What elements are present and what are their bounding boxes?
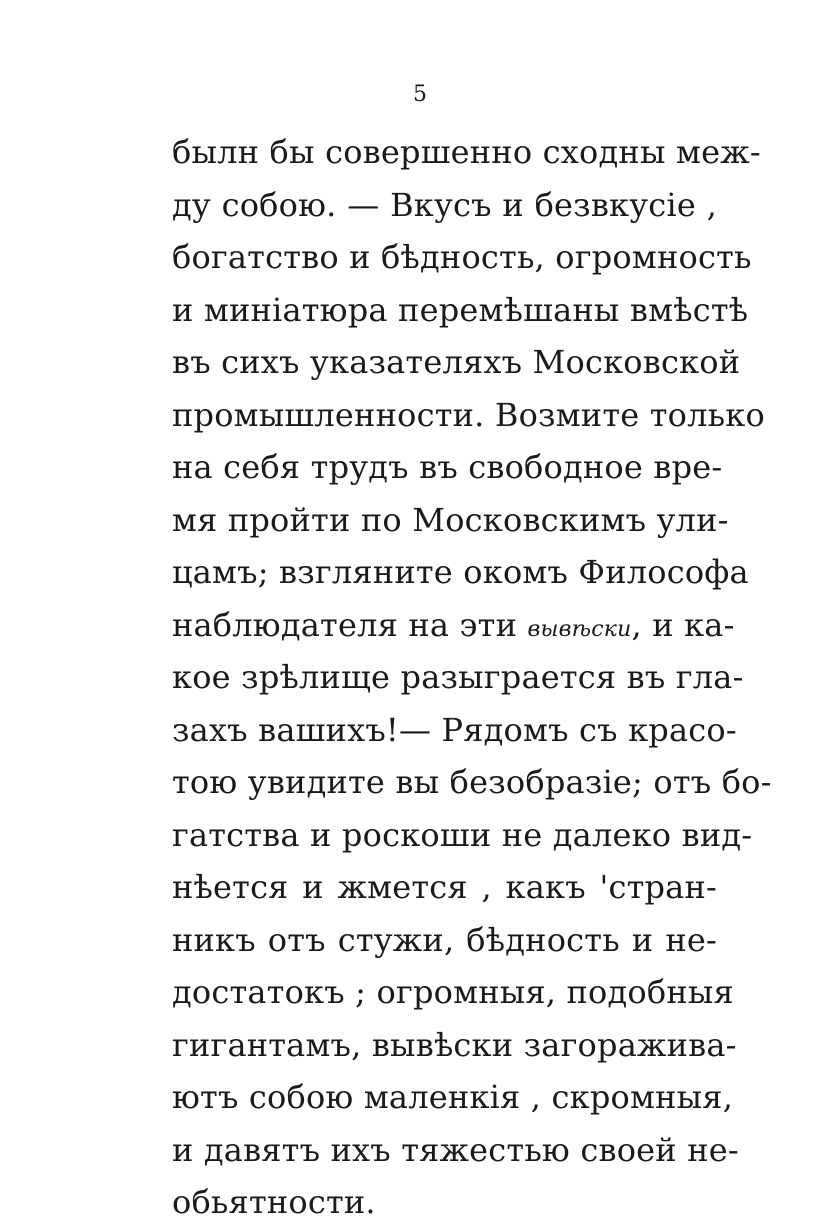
text-line: ду собою. — Вкусъ и безвкусіе , bbox=[172, 185, 717, 224]
italic-word: вывѣски bbox=[527, 616, 632, 642]
body-text bbox=[172, 126, 772, 1229]
text-line-last: обьятности. bbox=[172, 1183, 376, 1221]
text-line: промышленности. Возмите только bbox=[172, 395, 765, 434]
text-line: захъ вашихъ!— Рядомъ съ красо- bbox=[172, 710, 737, 749]
text-line: былн бы совершенно сходны меж- bbox=[172, 133, 761, 171]
text-line: ютъ собою маленкія , скромныя, bbox=[172, 1078, 734, 1116]
text-line: богатство и бѣдность, огромность bbox=[172, 238, 752, 276]
text-line: гатства и роскоши не далеко вид- bbox=[172, 815, 753, 854]
page-number: 5 bbox=[413, 82, 427, 107]
text-line: и давятъ ихъ тяжестью своей не- bbox=[172, 1130, 739, 1169]
text-line: кое зрѣлище разыграется въ гла- bbox=[172, 658, 744, 696]
text-line: никъ отъ стужи, бѣдность и не- bbox=[172, 920, 717, 959]
text-line: на себя трудъ въ свободное вре- bbox=[172, 448, 723, 486]
text-line: цамъ; взгляните окомъ Философа bbox=[172, 553, 749, 591]
text-line: въ сихъ указателяхъ Московской bbox=[172, 343, 741, 381]
text-segment: наблюдателя на эти bbox=[172, 605, 528, 644]
text-line: гигантамъ, вывѣски загоражива- bbox=[172, 1025, 737, 1064]
text-line: достатокъ ; огромныя, подобныя bbox=[172, 973, 734, 1011]
text-line: мя пройти по Московскимъ ули- bbox=[172, 500, 729, 539]
text-segment: , и ка- bbox=[631, 605, 735, 644]
text-line-mixed bbox=[172, 599, 735, 652]
text-line: и миніатюра перемѣшаны вмѣстѣ bbox=[172, 290, 749, 329]
text-line: тою увидите вы безобразіе; отъ бо- bbox=[172, 763, 772, 801]
text-line: нѣется и жмется , какъ 'стран- bbox=[172, 868, 717, 906]
